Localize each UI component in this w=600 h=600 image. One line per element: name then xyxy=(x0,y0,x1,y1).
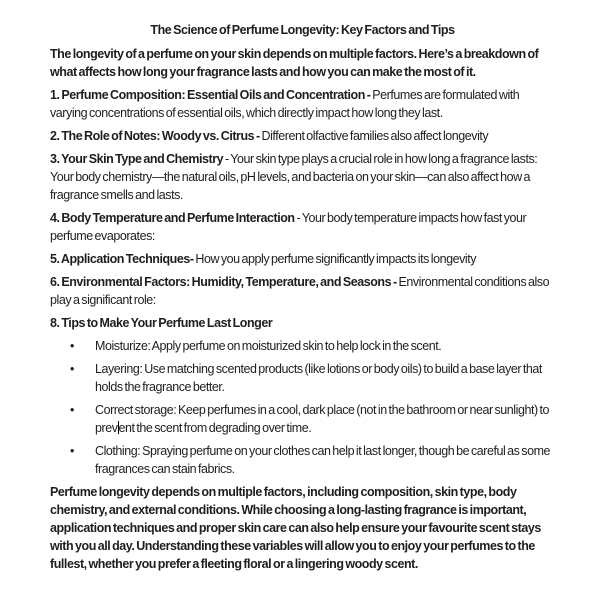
bullet-item[interactable] xyxy=(50,360,555,396)
section-6-heading[interactable]: 6. Environmental Factors: Humidity, Temperature, and Seasons - xyxy=(50,275,399,289)
section-4-text[interactable]: - Your body temperature impacts how fast your perfume evaporates: xyxy=(50,211,527,243)
section-3-paragraph[interactable] xyxy=(50,150,555,204)
section-2-text[interactable]: Different olfactive families also affect longevity xyxy=(261,129,489,143)
bullet-item[interactable] xyxy=(50,337,555,355)
section-3-heading[interactable]: 3. Your Skin Type and Chemistry xyxy=(50,152,224,166)
bullet-icon: • xyxy=(70,403,74,417)
section-6-paragraph[interactable] xyxy=(50,273,555,309)
bullet-icon: • xyxy=(70,362,74,376)
section-5-heading[interactable]: 5. Application Techniques- xyxy=(50,252,194,266)
bullet-text-after-cursor[interactable]: ent the scent from degrading over time. xyxy=(118,421,312,435)
section-6-text[interactable]: Environmental conditions also play a significant role: xyxy=(50,275,550,307)
section-1-heading[interactable]: 1. Perfume Composition: Essential Oils and Concentration - xyxy=(50,88,373,102)
bullet-icon: • xyxy=(70,444,74,458)
section-5-text[interactable]: How you apply perfume significantly impacts its longevity xyxy=(193,252,477,266)
bullet-text[interactable] xyxy=(95,401,555,437)
section-5-paragraph[interactable] xyxy=(50,250,555,268)
doc-title[interactable]: The Science of Perfume Longevity: Key Factors and Tips xyxy=(150,23,455,37)
section-4-heading[interactable]: 4. Body Temperature and Perfume Interaction xyxy=(50,211,295,225)
bullet-item[interactable] xyxy=(50,401,555,437)
section-8-heading[interactable]: 8. Tips to Make Your Perfume Last Longer xyxy=(50,316,273,330)
section-2-heading[interactable]: 2. The Role of Notes: Woody vs. Citrus - xyxy=(50,129,262,143)
section-1-paragraph[interactable] xyxy=(50,86,555,122)
bullet-text-before-cursor[interactable]: Correct storage: Keep perfumes in a cool, dark place (not in the bathroom or near sunlight) to prev xyxy=(95,403,550,435)
section-8-paragraph[interactable] xyxy=(50,314,555,332)
intro-paragraph[interactable]: The longevity of a perfume on your skin depends on multiple factors. Here’s a breakdown of what affects how long your fragrance lasts and how you can make the most of it. xyxy=(50,47,539,79)
bullet-list xyxy=(50,337,555,478)
bullet-icon: • xyxy=(70,339,74,353)
bullet-text[interactable]: Layering: Use matching scented products (like lotions or body oils) to build a base layer that holds the fragrance better. xyxy=(95,362,542,394)
bullet-item[interactable] xyxy=(50,442,555,478)
section-3-text[interactable]: - Your skin type plays a crucial role in how long a fragrance lasts: Your body chemistry—the natural oils, pH levels, and bacteria on your skin—can also affect how a fragrance smells and lasts. xyxy=(50,152,538,202)
section-4-paragraph[interactable] xyxy=(50,209,555,245)
conclusion-paragraph[interactable]: Perfume longevity depends on multiple factors, including composition, skin type, body chemistry, and external conditions. While choosing a long-lasting fragrance is important, application techniques and proper skin care can also help ensure your favourite scent stays with you all day. Understanding these variables will allow you to enjoy your perfumes to the fullest, whether you prefer a fleeting floral or a lingering woody scent. xyxy=(50,485,541,571)
bullet-text[interactable]: Clothing: Spraying perfume on your clothes can help it last longer, though be careful as some fragrances can stain fabrics. xyxy=(95,444,551,476)
section-1-text[interactable]: Perfumes are formulated with varying concentrations of essential oils, which directly impact how long they last. xyxy=(50,88,520,120)
section-2-paragraph[interactable] xyxy=(50,127,555,145)
bullet-text[interactable]: Moisturize: Apply perfume on moisturized skin to help lock in the scent. xyxy=(95,339,442,353)
